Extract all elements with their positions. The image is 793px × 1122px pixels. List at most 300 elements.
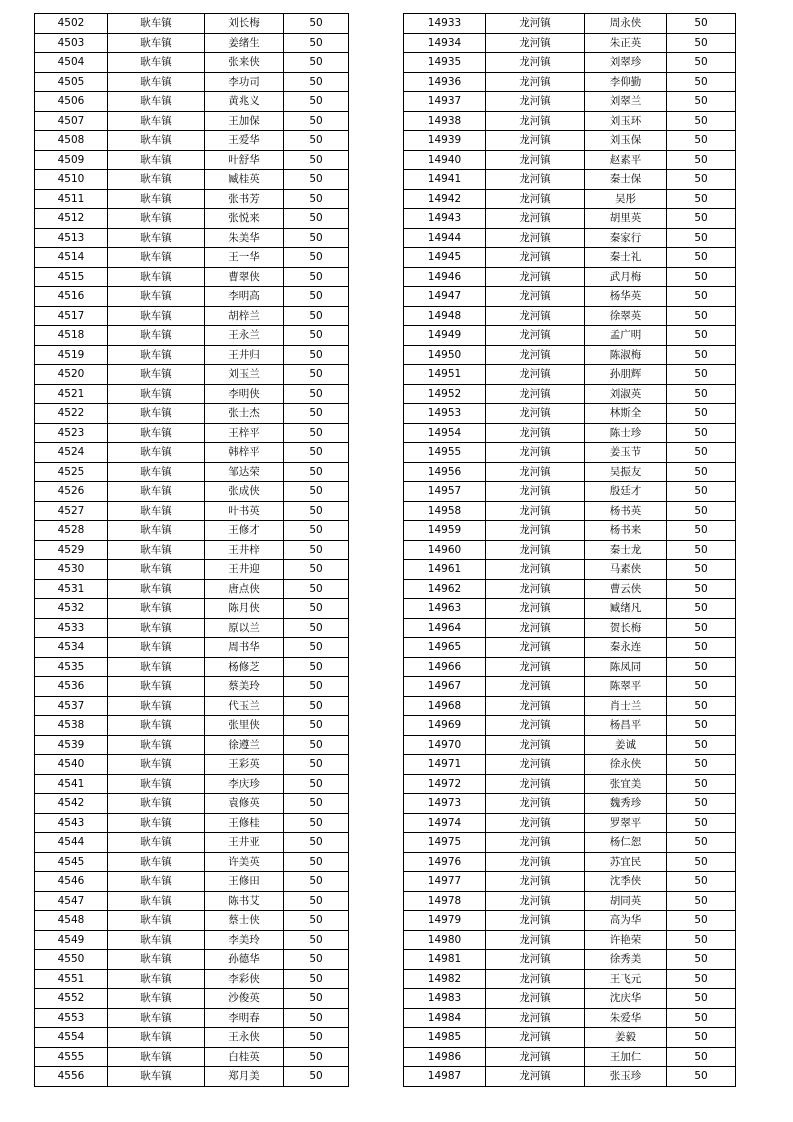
id-cell: 4529 [35, 540, 108, 560]
table-row [35, 911, 349, 931]
name-cell: 周永侠 [585, 14, 667, 34]
name-cell: 刘翠珍 [585, 53, 667, 73]
town-cell: 耿车镇 [108, 599, 205, 619]
table-row [35, 930, 349, 950]
name-cell: 高为华 [585, 911, 667, 931]
table-row [404, 852, 736, 872]
id-cell: 4516 [35, 287, 108, 307]
name-cell: 臧桂英 [205, 170, 284, 190]
table-row [404, 423, 736, 443]
id-cell: 14944 [404, 228, 486, 248]
name-cell: 黄兆义 [205, 92, 284, 112]
table-row [404, 189, 736, 209]
table-row [35, 677, 349, 697]
table-row [35, 33, 349, 53]
amount-cell: 50 [667, 306, 736, 326]
name-cell: 张成侠 [205, 482, 284, 502]
town-cell: 龙河镇 [486, 345, 585, 365]
town-cell: 耿车镇 [108, 170, 205, 190]
name-cell: 邹达荣 [205, 462, 284, 482]
id-cell: 4551 [35, 969, 108, 989]
name-cell: 李彩侠 [205, 969, 284, 989]
table-row [35, 774, 349, 794]
name-cell: 杨修芝 [205, 657, 284, 677]
name-cell: 贺长梅 [585, 618, 667, 638]
table-row [35, 423, 349, 443]
town-cell: 耿车镇 [108, 833, 205, 853]
name-cell: 原以兰 [205, 618, 284, 638]
table-row [35, 833, 349, 853]
name-cell: 秦家行 [585, 228, 667, 248]
id-cell: 4509 [35, 150, 108, 170]
id-cell: 14934 [404, 33, 486, 53]
id-cell: 4533 [35, 618, 108, 638]
amount-cell: 50 [284, 813, 349, 833]
table-row [35, 53, 349, 73]
id-cell: 4522 [35, 404, 108, 424]
name-cell: 韩梓平 [205, 443, 284, 463]
table-row [35, 501, 349, 521]
amount-cell: 50 [667, 638, 736, 658]
table-row [404, 131, 736, 151]
name-cell: 徐遵兰 [205, 735, 284, 755]
town-cell: 龙河镇 [486, 1067, 585, 1087]
name-cell: 徐翠英 [585, 306, 667, 326]
town-cell: 耿车镇 [108, 540, 205, 560]
name-cell: 徐秀美 [585, 950, 667, 970]
town-cell: 龙河镇 [486, 677, 585, 697]
amount-cell: 50 [667, 989, 736, 1009]
amount-cell: 50 [667, 111, 736, 131]
name-cell: 陈书艾 [205, 891, 284, 911]
amount-cell: 50 [667, 345, 736, 365]
id-cell: 14935 [404, 53, 486, 73]
table-row [404, 111, 736, 131]
town-cell: 龙河镇 [486, 267, 585, 287]
town-cell: 龙河镇 [486, 540, 585, 560]
table-row [35, 618, 349, 638]
name-cell: 刘玉环 [585, 111, 667, 131]
name-cell: 殷廷才 [585, 482, 667, 502]
town-cell: 耿车镇 [108, 716, 205, 736]
table-row [35, 540, 349, 560]
table-row [404, 969, 736, 989]
town-cell: 耿车镇 [108, 209, 205, 229]
amount-cell: 50 [667, 930, 736, 950]
name-cell: 苏宜民 [585, 852, 667, 872]
amount-cell: 50 [667, 735, 736, 755]
table-row [35, 638, 349, 658]
table-row [404, 1008, 736, 1028]
id-cell: 14937 [404, 92, 486, 112]
town-cell: 龙河镇 [486, 111, 585, 131]
id-cell: 4545 [35, 852, 108, 872]
id-cell: 4537 [35, 696, 108, 716]
amount-cell: 50 [667, 501, 736, 521]
id-cell: 14960 [404, 540, 486, 560]
id-cell: 4542 [35, 794, 108, 814]
table-row [404, 326, 736, 346]
table-row [35, 872, 349, 892]
amount-cell: 50 [667, 462, 736, 482]
table-row [404, 92, 736, 112]
name-cell: 叶书英 [205, 501, 284, 521]
id-cell: 14938 [404, 111, 486, 131]
id-cell: 4526 [35, 482, 108, 502]
table-row [35, 1008, 349, 1028]
table-row [404, 384, 736, 404]
table-row [404, 638, 736, 658]
table-row [404, 267, 736, 287]
table-row [404, 755, 736, 775]
table-row [404, 72, 736, 92]
amount-cell: 50 [667, 891, 736, 911]
id-cell: 14968 [404, 696, 486, 716]
table-row [35, 443, 349, 463]
id-cell: 14964 [404, 618, 486, 638]
town-cell: 耿车镇 [108, 33, 205, 53]
id-cell: 14987 [404, 1067, 486, 1087]
id-cell: 4508 [35, 131, 108, 151]
name-cell: 王井亚 [205, 833, 284, 853]
id-cell: 14949 [404, 326, 486, 346]
name-cell: 张来侠 [205, 53, 284, 73]
name-cell: 李功司 [205, 72, 284, 92]
amount-cell: 50 [667, 696, 736, 716]
amount-cell: 50 [284, 774, 349, 794]
id-cell: 4539 [35, 735, 108, 755]
name-cell: 叶舒华 [205, 150, 284, 170]
table-row [35, 267, 349, 287]
town-cell: 耿车镇 [108, 326, 205, 346]
left-table [34, 13, 349, 1087]
name-cell: 许美英 [205, 852, 284, 872]
id-cell: 14962 [404, 579, 486, 599]
name-cell: 刘玉兰 [205, 365, 284, 385]
name-cell: 秦士保 [585, 170, 667, 190]
id-cell: 4544 [35, 833, 108, 853]
amount-cell: 50 [667, 33, 736, 53]
name-cell: 姜绪生 [205, 33, 284, 53]
amount-cell: 50 [667, 716, 736, 736]
table-row [35, 1047, 349, 1067]
name-cell: 杨书来 [585, 521, 667, 541]
town-cell: 耿车镇 [108, 404, 205, 424]
id-cell: 4510 [35, 170, 108, 190]
id-cell: 14982 [404, 969, 486, 989]
amount-cell: 50 [284, 189, 349, 209]
id-cell: 4514 [35, 248, 108, 268]
name-cell: 臧绪凡 [585, 599, 667, 619]
name-cell: 曹云侠 [585, 579, 667, 599]
id-cell: 14969 [404, 716, 486, 736]
id-cell: 4547 [35, 891, 108, 911]
id-cell: 4541 [35, 774, 108, 794]
table-row [35, 92, 349, 112]
amount-cell: 50 [284, 501, 349, 521]
town-cell: 龙河镇 [486, 326, 585, 346]
table-row [35, 131, 349, 151]
name-cell: 王飞元 [585, 969, 667, 989]
amount-cell: 50 [667, 482, 736, 502]
amount-cell: 50 [667, 384, 736, 404]
town-cell: 耿车镇 [108, 638, 205, 658]
town-cell: 龙河镇 [486, 33, 585, 53]
table-row [35, 365, 349, 385]
town-cell: 耿车镇 [108, 696, 205, 716]
town-cell: 龙河镇 [486, 14, 585, 34]
amount-cell: 50 [284, 872, 349, 892]
name-cell: 张悦来 [205, 209, 284, 229]
id-cell: 4535 [35, 657, 108, 677]
name-cell: 郑月美 [205, 1067, 284, 1087]
amount-cell: 50 [284, 365, 349, 385]
name-cell: 李明高 [205, 287, 284, 307]
amount-cell: 50 [667, 521, 736, 541]
table-row [404, 150, 736, 170]
town-cell: 龙河镇 [486, 131, 585, 151]
town-cell: 耿车镇 [108, 735, 205, 755]
id-cell: 14933 [404, 14, 486, 34]
name-cell: 朱正英 [585, 33, 667, 53]
table-row [404, 989, 736, 1009]
table-row [404, 365, 736, 385]
name-cell: 杨华英 [585, 287, 667, 307]
amount-cell: 50 [284, 131, 349, 151]
name-cell: 胡梓兰 [205, 306, 284, 326]
amount-cell: 50 [284, 72, 349, 92]
id-cell: 14984 [404, 1008, 486, 1028]
town-cell: 龙河镇 [486, 521, 585, 541]
amount-cell: 50 [284, 170, 349, 190]
name-cell: 张玉珍 [585, 1067, 667, 1087]
amount-cell: 50 [284, 1008, 349, 1028]
amount-cell: 50 [284, 384, 349, 404]
id-cell: 4549 [35, 930, 108, 950]
id-cell: 14958 [404, 501, 486, 521]
town-cell: 龙河镇 [486, 599, 585, 619]
name-cell: 朱爱华 [585, 1008, 667, 1028]
name-cell: 蔡士侠 [205, 911, 284, 931]
id-cell: 14974 [404, 813, 486, 833]
town-cell: 耿车镇 [108, 306, 205, 326]
amount-cell: 50 [667, 618, 736, 638]
table-row [404, 599, 736, 619]
town-cell: 耿车镇 [108, 501, 205, 521]
name-cell: 秦士礼 [585, 248, 667, 268]
town-cell: 耿车镇 [108, 930, 205, 950]
town-cell: 耿车镇 [108, 1047, 205, 1067]
town-cell: 龙河镇 [486, 930, 585, 950]
name-cell: 袁修英 [205, 794, 284, 814]
town-cell: 龙河镇 [486, 618, 585, 638]
amount-cell: 50 [667, 813, 736, 833]
town-cell: 龙河镇 [486, 482, 585, 502]
amount-cell: 50 [284, 560, 349, 580]
town-cell: 耿车镇 [108, 287, 205, 307]
table-row [404, 521, 736, 541]
name-cell: 秦永连 [585, 638, 667, 658]
name-cell: 王梓平 [205, 423, 284, 443]
table-row [35, 521, 349, 541]
name-cell: 姜毅 [585, 1028, 667, 1048]
name-cell: 王永侠 [205, 1028, 284, 1048]
amount-cell: 50 [284, 657, 349, 677]
amount-cell: 50 [667, 1008, 736, 1028]
amount-cell: 50 [667, 228, 736, 248]
name-cell: 肖士兰 [585, 696, 667, 716]
id-cell: 14986 [404, 1047, 486, 1067]
name-cell: 孟广明 [585, 326, 667, 346]
id-cell: 14975 [404, 833, 486, 853]
town-cell: 耿车镇 [108, 384, 205, 404]
name-cell: 张宜美 [585, 774, 667, 794]
name-cell: 赵素平 [585, 150, 667, 170]
table-row [35, 969, 349, 989]
town-cell: 耿车镇 [108, 1067, 205, 1087]
table-row [404, 833, 736, 853]
name-cell: 武月梅 [585, 267, 667, 287]
table-row [35, 599, 349, 619]
table-row [35, 579, 349, 599]
amount-cell: 50 [284, 794, 349, 814]
name-cell: 王井迎 [205, 560, 284, 580]
town-cell: 龙河镇 [486, 170, 585, 190]
town-cell: 龙河镇 [486, 774, 585, 794]
table-row [35, 248, 349, 268]
right-table [403, 13, 736, 1087]
amount-cell: 50 [284, 306, 349, 326]
town-cell: 耿车镇 [108, 111, 205, 131]
town-cell: 耿车镇 [108, 228, 205, 248]
table-row [404, 716, 736, 736]
amount-cell: 50 [667, 287, 736, 307]
town-cell: 耿车镇 [108, 989, 205, 1009]
table-row [35, 345, 349, 365]
table-row [404, 14, 736, 34]
id-cell: 4520 [35, 365, 108, 385]
name-cell: 王加仁 [585, 1047, 667, 1067]
id-cell: 4515 [35, 267, 108, 287]
table-row [35, 716, 349, 736]
name-cell: 曹翠侠 [205, 267, 284, 287]
id-cell: 14961 [404, 560, 486, 580]
name-cell: 陈淑梅 [585, 345, 667, 365]
town-cell: 龙河镇 [486, 228, 585, 248]
town-cell: 龙河镇 [486, 443, 585, 463]
amount-cell: 50 [284, 33, 349, 53]
id-cell: 14941 [404, 170, 486, 190]
id-cell: 4511 [35, 189, 108, 209]
town-cell: 龙河镇 [486, 638, 585, 658]
amount-cell: 50 [667, 248, 736, 268]
name-cell: 周书华 [205, 638, 284, 658]
name-cell: 王加保 [205, 111, 284, 131]
id-cell: 4502 [35, 14, 108, 34]
table-row [35, 287, 349, 307]
id-cell: 4550 [35, 950, 108, 970]
town-cell: 龙河镇 [486, 150, 585, 170]
amount-cell: 50 [284, 852, 349, 872]
amount-cell: 50 [284, 482, 349, 502]
id-cell: 14972 [404, 774, 486, 794]
town-cell: 耿车镇 [108, 1028, 205, 1048]
amount-cell: 50 [284, 209, 349, 229]
amount-cell: 50 [284, 833, 349, 853]
table-row [404, 209, 736, 229]
town-cell: 龙河镇 [486, 248, 585, 268]
town-cell: 龙河镇 [486, 365, 585, 385]
amount-cell: 50 [667, 209, 736, 229]
name-cell: 唐点侠 [205, 579, 284, 599]
town-cell: 龙河镇 [486, 53, 585, 73]
table-row [404, 618, 736, 638]
town-cell: 耿车镇 [108, 443, 205, 463]
table-row [404, 443, 736, 463]
id-cell: 4525 [35, 462, 108, 482]
amount-cell: 50 [284, 891, 349, 911]
town-cell: 龙河镇 [486, 306, 585, 326]
name-cell: 沈季侠 [585, 872, 667, 892]
table-row [404, 1067, 736, 1087]
town-cell: 耿车镇 [108, 1008, 205, 1028]
id-cell: 4543 [35, 813, 108, 833]
id-cell: 14967 [404, 677, 486, 697]
town-cell: 耿车镇 [108, 423, 205, 443]
name-cell: 沈庆华 [585, 989, 667, 1009]
id-cell: 4556 [35, 1067, 108, 1087]
name-cell: 王修桂 [205, 813, 284, 833]
id-cell: 14936 [404, 72, 486, 92]
table-row [404, 677, 736, 697]
table-row [35, 462, 349, 482]
table-row [404, 891, 736, 911]
table-row [404, 794, 736, 814]
id-cell: 14981 [404, 950, 486, 970]
town-cell: 龙河镇 [486, 92, 585, 112]
id-cell: 14985 [404, 1028, 486, 1048]
id-cell: 4540 [35, 755, 108, 775]
name-cell: 陈翠平 [585, 677, 667, 697]
id-cell: 14939 [404, 131, 486, 151]
id-cell: 14977 [404, 872, 486, 892]
amount-cell: 50 [284, 345, 349, 365]
town-cell: 龙河镇 [486, 1028, 585, 1048]
id-cell: 4505 [35, 72, 108, 92]
town-cell: 龙河镇 [486, 423, 585, 443]
town-cell: 耿车镇 [108, 92, 205, 112]
name-cell: 陈凤同 [585, 657, 667, 677]
table-row [35, 560, 349, 580]
town-cell: 龙河镇 [486, 813, 585, 833]
amount-cell: 50 [667, 540, 736, 560]
id-cell: 14950 [404, 345, 486, 365]
id-cell: 4530 [35, 560, 108, 580]
amount-cell: 50 [667, 189, 736, 209]
amount-cell: 50 [284, 53, 349, 73]
table-row [404, 482, 736, 502]
name-cell: 王永兰 [205, 326, 284, 346]
town-cell: 龙河镇 [486, 1008, 585, 1028]
id-cell: 4519 [35, 345, 108, 365]
id-cell: 4536 [35, 677, 108, 697]
table-row [35, 111, 349, 131]
table-row [404, 228, 736, 248]
id-cell: 14946 [404, 267, 486, 287]
id-cell: 4518 [35, 326, 108, 346]
id-cell: 14945 [404, 248, 486, 268]
amount-cell: 50 [284, 267, 349, 287]
